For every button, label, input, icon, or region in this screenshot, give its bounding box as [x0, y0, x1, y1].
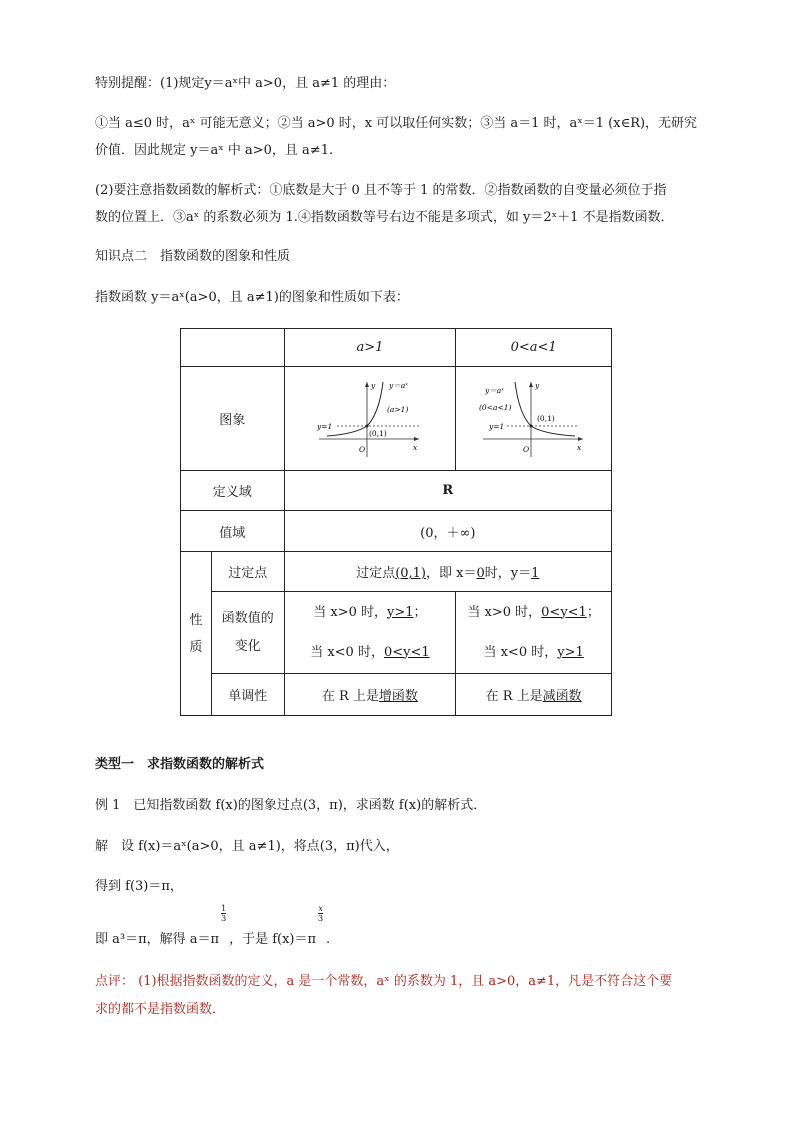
- value-change-increasing: 当 x>0 时，y>1； 当 x<0 时，0<y<1: [284, 592, 456, 674]
- monotonicity-decreasing: 在 R 上是减函数: [456, 674, 612, 716]
- svg-text:y: y: [370, 380, 376, 390]
- svg-text:y=1: y=1: [488, 421, 504, 431]
- graph-increasing: [284, 367, 456, 471]
- monotonicity-increasing: 在 R 上是增函数: [284, 674, 456, 716]
- fixed-point-value: 过定点(0,1)，即 x＝0时，y＝1: [284, 552, 611, 592]
- example-1: 例 1 已知指数函数 f(x)的图象过点(3，π)，求函数 f(x)的解析式．: [95, 798, 487, 813]
- svg-text:y: y: [534, 380, 539, 390]
- col-header-a-lt-1: 0<a<1: [456, 329, 612, 367]
- sub-label-fixed-point: 过定点: [211, 552, 284, 592]
- col-header-a-gt-1: a>1: [284, 329, 456, 367]
- svg-text:y＝aˣ: y＝aˣ: [484, 385, 504, 395]
- section-intro: 指数函数 y＝aˣ(a>0，且 a≠1)的图象和性质如下表：: [95, 290, 409, 305]
- property-table: [180, 328, 612, 716]
- sub-label-value-change: 函数值的 变化: [211, 592, 284, 674]
- section-heading: 知识点二 指数函数的图象和性质: [95, 249, 291, 264]
- solution-line-2: 得到 f(3)＝π，: [95, 879, 183, 894]
- note-line-1: 特别提醒：(1)规定y＝aˣ中 a>0，且 a≠1 的理由：: [95, 76, 396, 91]
- sub-label-monotonicity: 单调性: [211, 674, 284, 716]
- increasing-exp-graph: [315, 379, 425, 459]
- note-line-2: ①当 a≤0 时，aˣ 可能无意义；②当 a>0 时，x 可以取任何实数；③当 a＝1 时，aˣ＝1 (x∈R)，无研究: [95, 116, 698, 131]
- row-label-graph: 图象: [181, 367, 285, 471]
- decreasing-exp-graph: [479, 379, 589, 459]
- solution-line-3: 即 a³＝π，解得 a＝π 1 3 ，于是 f(x)＝π x 3 .: [95, 904, 331, 947]
- review-line-1: 点评： (1)根据指数函数的定义，a 是一个常数，aˣ 的系数为 1，且 a>0，a≠1，凡是不符合这个要: [95, 974, 673, 989]
- solution-line-1: 解 设 f(x)＝aˣ(a>0，且 a≠1)，将点(3，π)代入，: [95, 839, 399, 854]
- svg-text:(0<a<1): (0<a<1): [478, 402, 512, 412]
- note-line-4: (2)要注意指数函数的解析式：①底数是大于 0 且不等于 1 的常数．②指数函数的自变量必须位于指: [95, 183, 667, 198]
- domain-value: R: [284, 471, 611, 511]
- svg-text:O: O: [522, 444, 529, 454]
- svg-text:x: x: [576, 442, 581, 452]
- note-line-5: 数的位置上．③aˣ 的系数必须为 1.④指数函数等号右边不能是多项式，如 y＝2ˣ＋1 不是指数函数．: [95, 210, 674, 225]
- svg-text:y＝aˣ: y＝aˣ: [388, 380, 408, 390]
- value-change-decreasing: 当 x>0 时，0<y<1； 当 x<0 时，y>1: [456, 592, 612, 674]
- table-corner: [181, 329, 285, 367]
- row-label-domain: 定义域: [181, 471, 285, 511]
- row-label-range: 值域: [181, 511, 285, 552]
- range-value: (0，＋∞): [284, 511, 611, 552]
- svg-text:O: O: [358, 444, 366, 454]
- note-line-3: 价值．因此规定 y＝aˣ 中 a>0，且 a≠1.: [95, 143, 334, 158]
- svg-text:(a>1): (a>1): [386, 404, 409, 414]
- row-label-properties: 性质: [181, 552, 212, 716]
- graph-decreasing: [456, 367, 612, 471]
- svg-text:(0,1): (0,1): [536, 413, 555, 423]
- svg-text:(0,1): (0,1): [368, 428, 387, 438]
- type1-heading: 类型一 求指数函数的解析式: [95, 757, 265, 772]
- svg-text:y=1: y=1: [316, 421, 333, 431]
- review-line-2: 求的都不是指数函数．: [95, 1002, 226, 1017]
- svg-text:x: x: [412, 442, 418, 452]
